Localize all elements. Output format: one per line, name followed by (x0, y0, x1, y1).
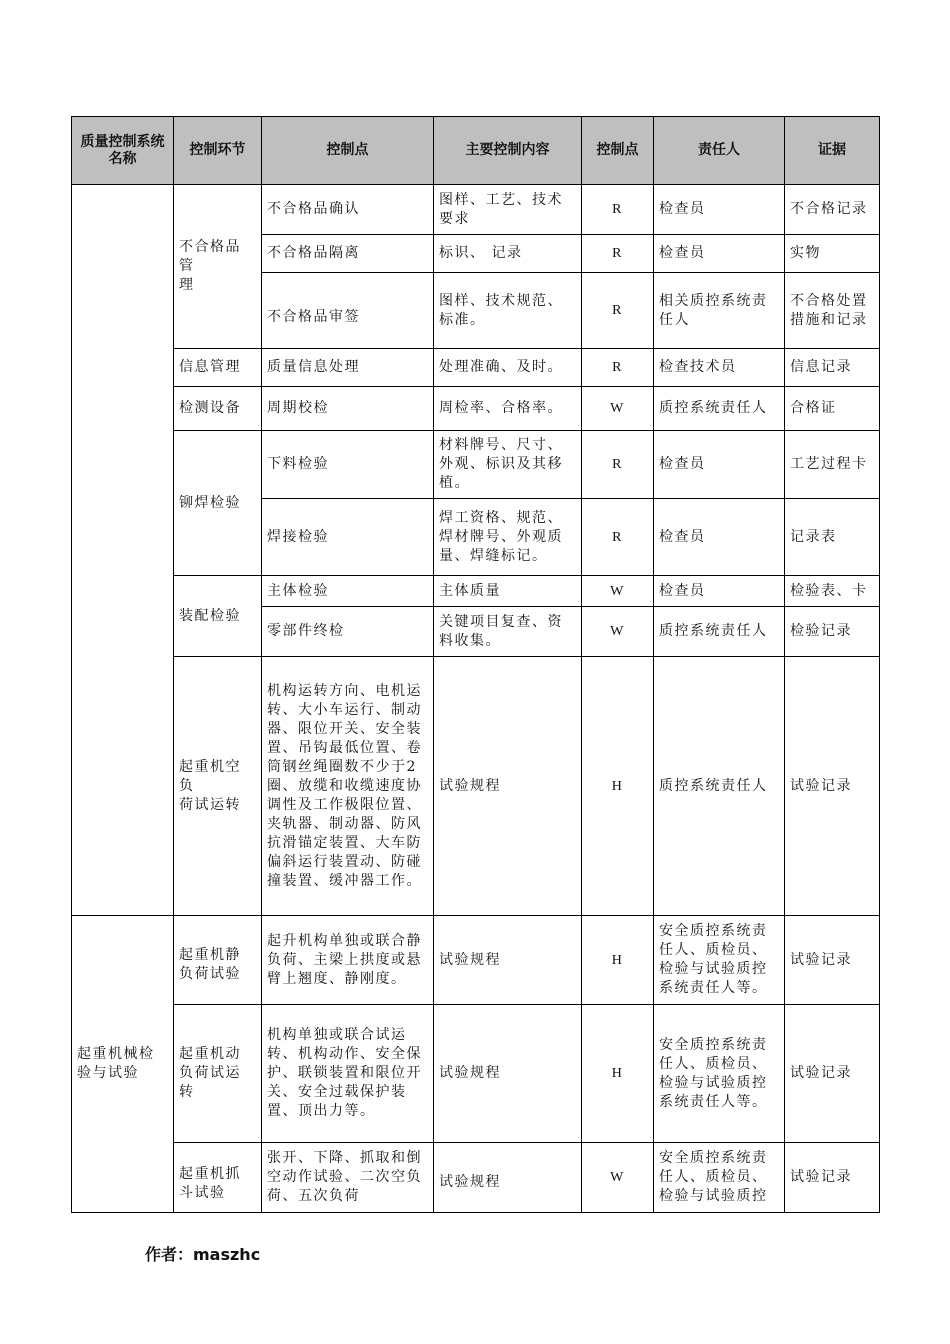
evidence-cell: 实物 (785, 235, 880, 273)
header-responsible: 责任人 (654, 117, 785, 185)
header-evidence: 证据 (785, 117, 880, 185)
table-row (72, 1143, 880, 1213)
owner-cell: 质控系统责任人 (654, 387, 785, 431)
link-cell: 检测设备 (174, 387, 262, 431)
content-cell: 试验规程 (434, 657, 582, 916)
link-cell: 不合格品管 理 (174, 185, 262, 349)
evidence-cell: 信息记录 (785, 349, 880, 387)
content-cell: 图样、技术规范、标准。 (434, 273, 582, 349)
evidence-cell: 试验记录 (785, 657, 880, 916)
header-system-name: 质量控制系统名称 (72, 117, 174, 185)
content-cell: 周检率、合格率。 (434, 387, 582, 431)
owner-cell: 安全质控系统责任人、质检员、检验与试验质控系统责任人等。 (654, 1005, 785, 1143)
content-cell: 试验规程 (434, 1005, 582, 1143)
header-main-content: 主要控制内容 (434, 117, 582, 185)
owner-cell: 检查员 (654, 576, 785, 607)
level-cell: R (582, 349, 654, 387)
content-cell: 试验规程 (434, 1143, 582, 1213)
owner-cell: 检查员 (654, 185, 785, 235)
point-cell: 不合格品审签 (262, 273, 434, 349)
link-cell: 铆焊检验 (174, 431, 262, 576)
level-cell: W (582, 576, 654, 607)
system-cell-empty (72, 185, 174, 916)
point-cell: 不合格品确认 (262, 185, 434, 235)
level-cell: R (582, 431, 654, 499)
level-cell: W (582, 387, 654, 431)
level-cell: H (582, 916, 654, 1005)
evidence-cell: 工艺过程卡 (785, 431, 880, 499)
point-cell: 周期校检 (262, 387, 434, 431)
system-cell: 起重机械检验与试验 (72, 916, 174, 1213)
point-cell: 机构运转方向、电机运转、大小车运行、制动器、限位开关、安全装置、吊钩最低位置、卷筒钢丝绳圈数不少于2圈、放缆和收缆速度协调性及工作极限位置、夹轨器、制动器、防风抗滑锚定装置、大车防偏斜运行装置动、防碰撞装置、缓冲器工作。 (262, 657, 434, 916)
point-cell: 不合格品隔离 (262, 235, 434, 273)
link-cell: 起重机动负荷试运转 (174, 1005, 262, 1143)
owner-cell: 检查员 (654, 235, 785, 273)
level-cell: W (582, 607, 654, 657)
evidence-cell: 合格证 (785, 387, 880, 431)
table-header-row (72, 117, 880, 185)
table-row (72, 431, 880, 499)
evidence-cell: 试验记录 (785, 1143, 880, 1213)
table-row (72, 576, 880, 607)
point-cell: 零部件终检 (262, 607, 434, 657)
owner-cell: 检查技术员 (654, 349, 785, 387)
point-cell: 质量信息处理 (262, 349, 434, 387)
level-cell: R (582, 185, 654, 235)
evidence-cell: 检验表、卡 (785, 576, 880, 607)
link-cell: 起重机静负荷试验 (174, 916, 262, 1005)
point-cell: 焊接检验 (262, 499, 434, 576)
level-cell: W (582, 1143, 654, 1213)
point-cell: 下料检验 (262, 431, 434, 499)
content-cell: 焊工资格、规范、焊材牌号、外观质量、焊缝标记。 (434, 499, 582, 576)
link-cell: 信息管理 (174, 349, 262, 387)
link-cell: 装配检验 (174, 576, 262, 657)
content-cell: 图样、工艺、技术要求 (434, 185, 582, 235)
evidence-cell: 试验记录 (785, 916, 880, 1005)
table-row (72, 657, 880, 916)
quality-control-table (71, 116, 880, 1213)
owner-cell: 安全质控系统责任人、质检员、检验与试验质控系统责任人等。 (654, 916, 785, 1005)
owner-cell: 安全质控系统责任人、质检员、检验与试验质控 (654, 1143, 785, 1213)
level-cell: R (582, 235, 654, 273)
content-cell: 试验规程 (434, 916, 582, 1005)
header-control-point: 控制点 (262, 117, 434, 185)
level-cell: H (582, 1005, 654, 1143)
owner-cell: 相关质控系统责任人 (654, 273, 785, 349)
owner-cell: 质控系统责任人 (654, 607, 785, 657)
evidence-cell: 不合格处置措施和记录 (785, 273, 880, 349)
content-cell: 标识、 记录 (434, 235, 582, 273)
table-row (72, 387, 880, 431)
header-control-link: 控制环节 (174, 117, 262, 185)
owner-cell: 检查员 (654, 431, 785, 499)
table-row (72, 916, 880, 1005)
point-cell: 起升机构单独或联合静负荷、主梁上拱度或悬臂上翘度、静刚度。 (262, 916, 434, 1005)
content-cell: 主体质量 (434, 576, 582, 607)
level-cell: R (582, 273, 654, 349)
owner-cell: 检查员 (654, 499, 785, 576)
evidence-cell: 记录表 (785, 499, 880, 576)
content-cell: 处理准确、及时。 (434, 349, 582, 387)
point-cell: 张开、下降、抓取和倒空动作试验、二次空负荷、五次负荷 (262, 1143, 434, 1213)
evidence-cell: 检验记录 (785, 607, 880, 657)
point-cell: 机构单独或联合试运转、机构动作、安全保护、联锁装置和限位开关、安全过载保护装置、顶出力等。 (262, 1005, 434, 1143)
link-cell: 起重机抓斗试验 (174, 1143, 262, 1213)
point-cell: 主体检验 (262, 576, 434, 607)
table-row (72, 349, 880, 387)
evidence-cell: 试验记录 (785, 1005, 880, 1143)
content-cell: 关键项目复查、资料收集。 (434, 607, 582, 657)
author-credit: 作者：maszhc (145, 1245, 261, 1264)
content-cell: 材料牌号、尺寸、外观、标识及其移植。 (434, 431, 582, 499)
table-row (72, 185, 880, 235)
level-cell: R (582, 499, 654, 576)
link-cell: 起重机空负 荷试运转 (174, 657, 262, 916)
level-cell: H (582, 657, 654, 916)
owner-cell: 质控系统责任人 (654, 657, 785, 916)
evidence-cell: 不合格记录 (785, 185, 880, 235)
header-control-level: 控制点 (582, 117, 654, 185)
table-row (72, 1005, 880, 1143)
